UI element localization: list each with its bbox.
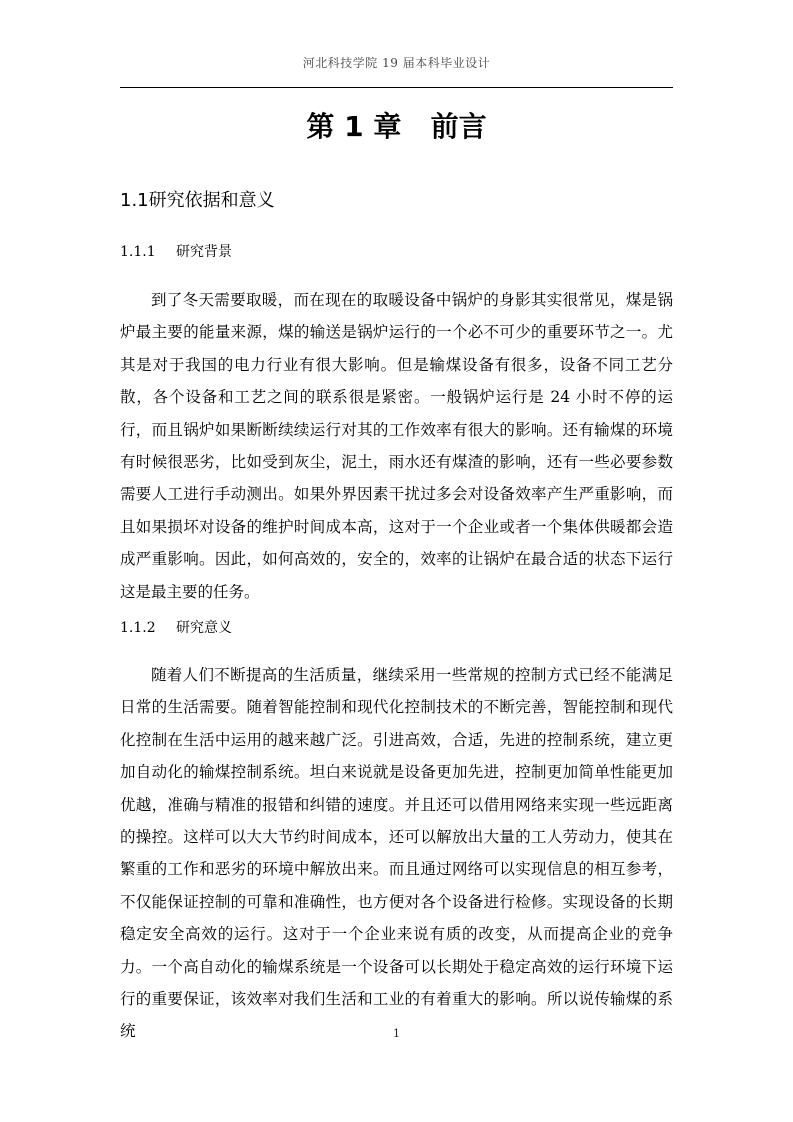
subsection-title: 研究意义 — [176, 620, 232, 636]
paragraph-background: 到了冬天需要取暖，而在现在的取暖设备中锅炉的身影其实很常见，煤是锅炉最主要的能量来源，煤的输送是锅炉运行的一个必不可少的重要环节之一。尤其是对于我国的电力行业有很大影响。但是输煤设备有很多，设备不同工艺分散，各个设备和工艺之间的联系很是紧密。一般锅炉运行是 24 小时不停的运行，而且锅炉如果断断续续运行对其的工作效率有很大的影响。还有输煤的环境有时候很恶劣，比如受到灰尘，泥土，雨水还有煤渣的影响，还有一些必要参数需要人工进行手动测出。如果外界因素干扰过多会对设备效率产生严重影响，而且如果损坏对设备的维护时间成本高，这对于一个企业或者一个集体供暖都会造成严重影响。因此，如何高效的，安全的，效率的让锅炉在最合适的状态下运行这是最主要的任务。 — [120, 291, 673, 601]
section-heading: 1.1研究依据和意义 — [120, 190, 275, 211]
subsection-title: 研究背景 — [176, 244, 232, 260]
running-header: 河北科技学院 19 届本科毕业设计 — [302, 56, 491, 70]
chapter-title: 第 1 章 前言 — [306, 110, 487, 143]
page-number: 1 — [393, 1027, 400, 1040]
subsection-heading-significance — [120, 617, 232, 639]
paragraph-significance: 随着人们不断提高的生活质量，继续采用一些常规的控制方式已经不能满足日常的生活需要。随着智能控制和现代化控制技术的不断完善，智能控制和现代化控制在生活中运用的越来越广泛。引进高效，合适，先进的控制系统，建立更加自动化的输煤控制系统。坦白来说就是设备更加先进，控制更加简单性能更加优越，准确与精准的报错和纠错的速度。并且还可以借用网络来实现一些远距离的操控。这样可以大大节约时间成本，还可以解放出大量的工人劳动力，使其在繁重的工作和恶劣的环境中解放出来。而且通过网络可以实现信息的相互参考，不仅能保证控制的可靠和准确性，也方便对各个设备进行检修。实现设备的长期稳定安全高效的运行。这对于一个企业来说有质的改变，从而提高企业的竞争力。一个高自动化的输煤系统是一个设备可以长期处于稳定高效的运行环境下运行的重要保证，该效率对我们生活和工业的有着重大的影响。所以说传输煤的系统 — [120, 666, 673, 1041]
header-rule — [120, 87, 673, 88]
subsection-number: 1.1.2 — [120, 620, 156, 636]
subsection-heading-background — [120, 241, 232, 263]
subsection-number: 1.1.1 — [120, 244, 156, 260]
